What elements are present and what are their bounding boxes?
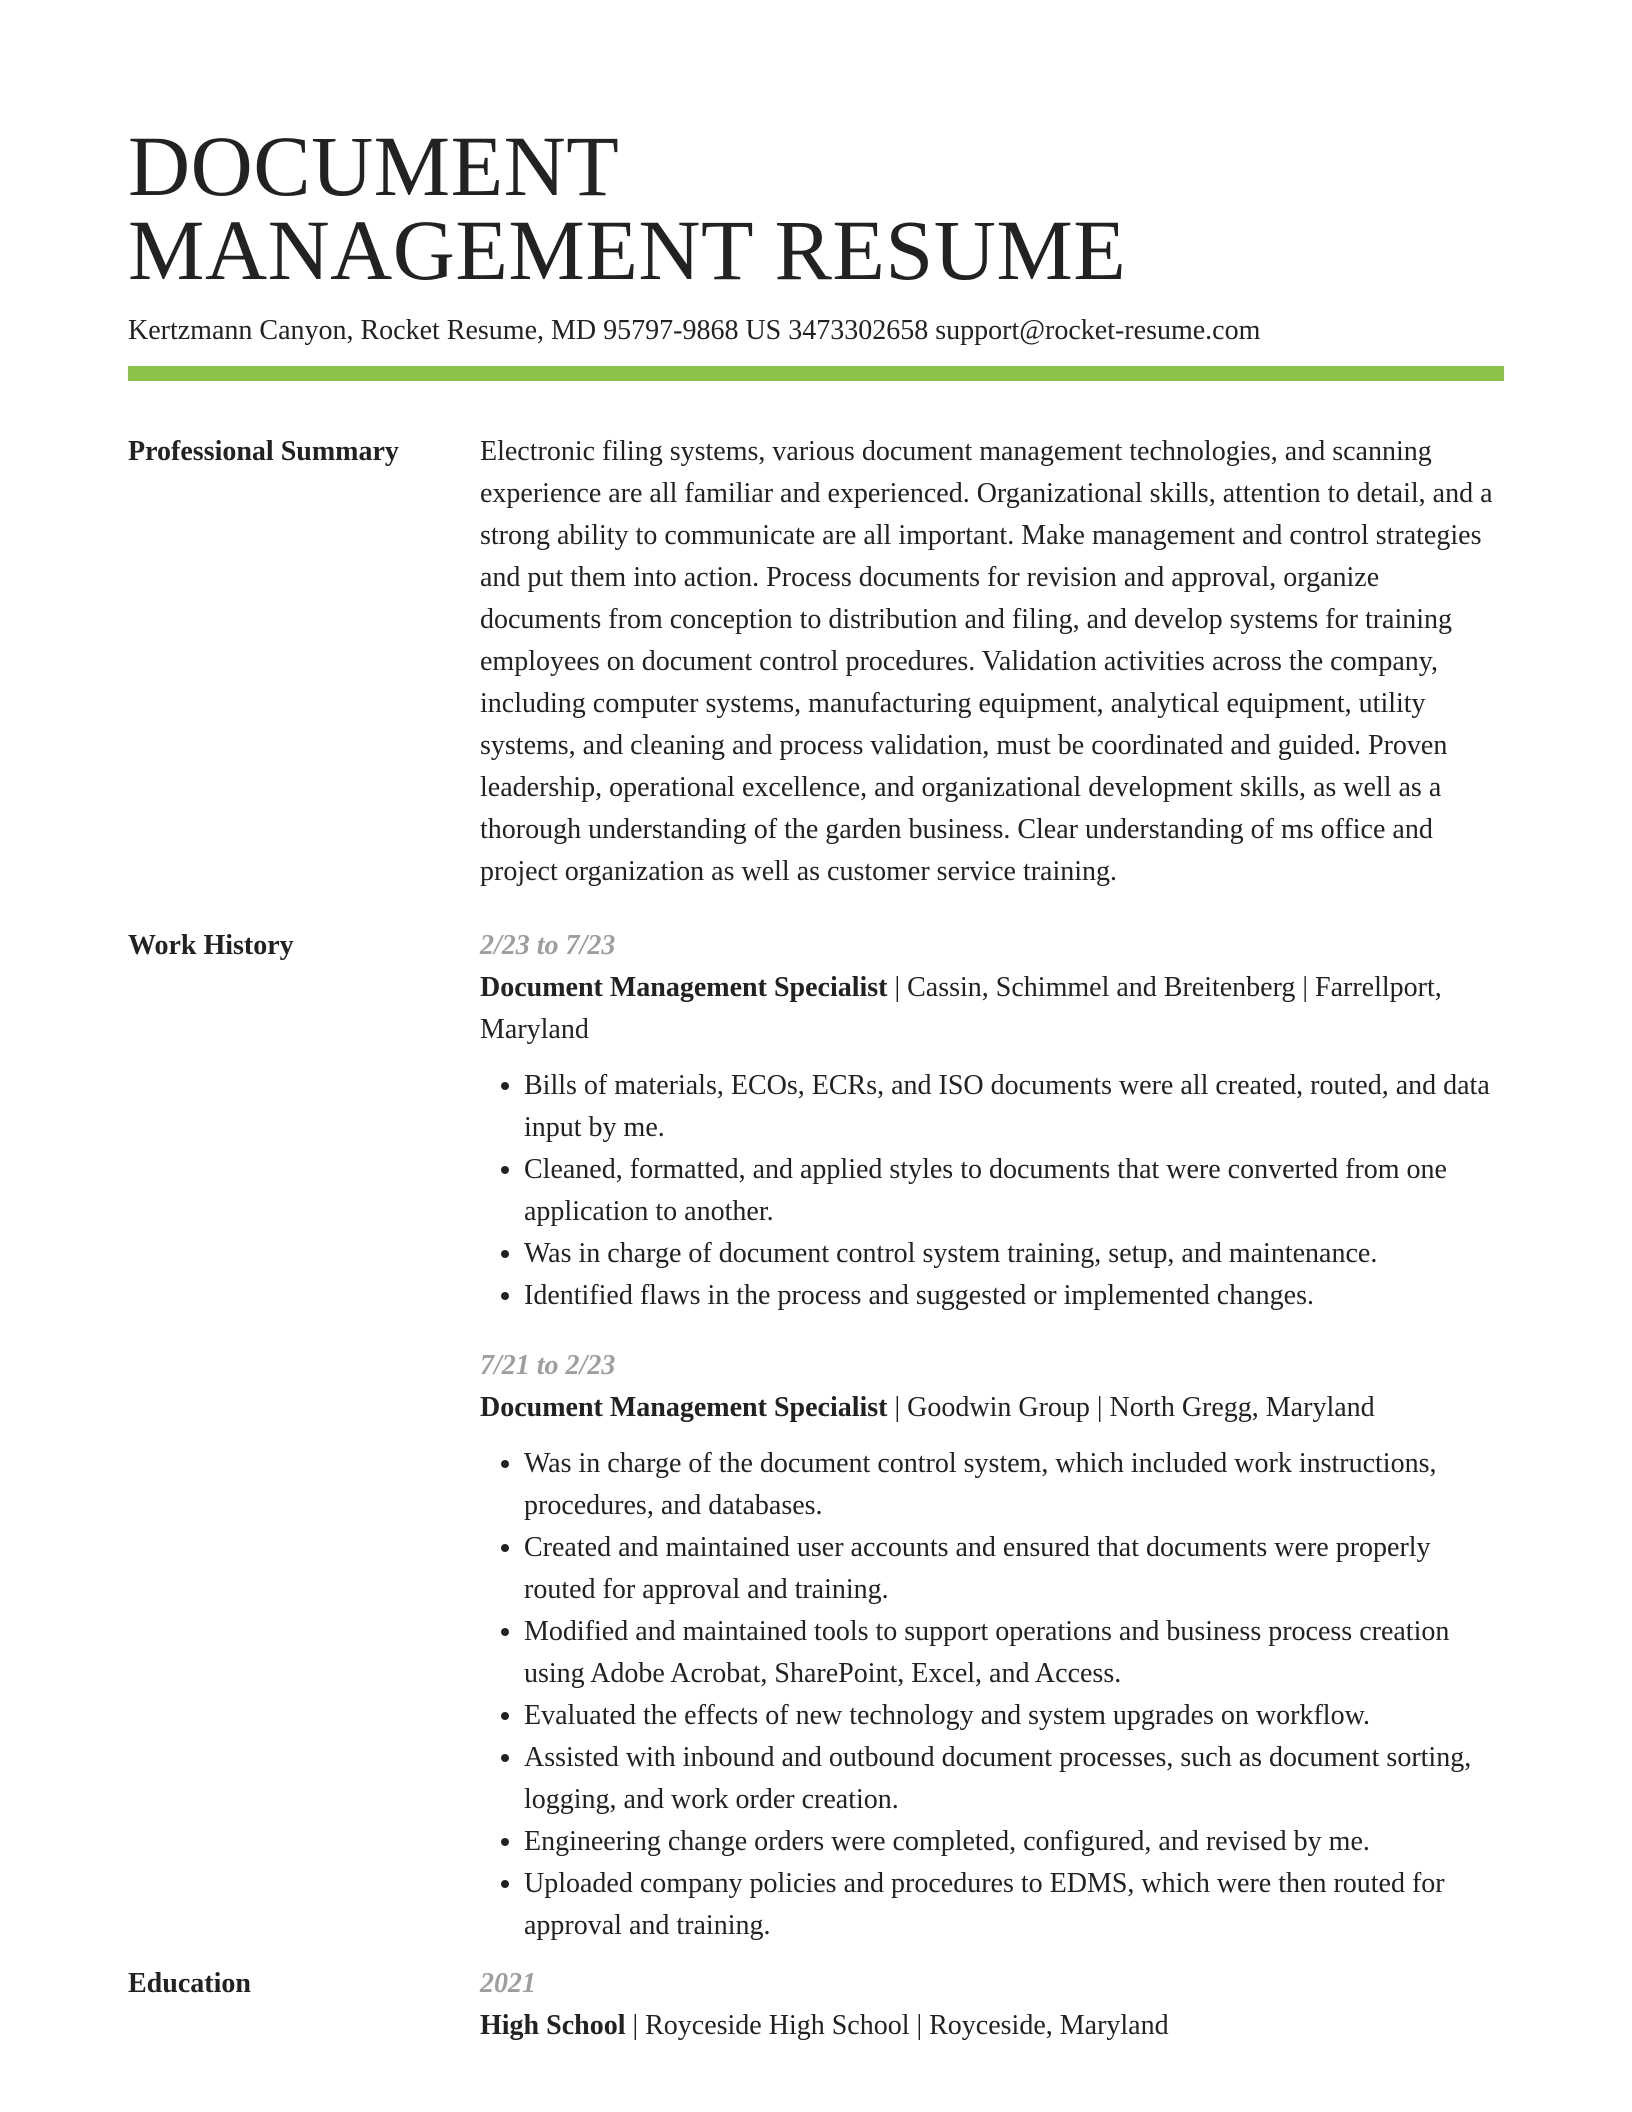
- education-label: Education: [128, 1968, 251, 1999]
- summary-text: Electronic filing systems, various document management technologies, and scanning experience are all familiar and experienced. Organizational skills, attention to detail, and a strong ability to communicate are all important. Make management and control strategies and put them into action. Process documents for revision and approval, organize documents from conception to distribution and filing, and develop systems for training employees on document control procedures. Validation activities across the company, including computer systems, manufacturing equipment, analytical equipment, utility systems, and cleaning and process validation, must be coordinated and guided. Proven leadership, operational excellence, and organizational development skills, as well as a thorough understanding of the garden business. Clear understanding of ms office and project organization as well as customer service training.: [480, 436, 1493, 887]
- work-history-label: Work History: [128, 930, 294, 961]
- job-dates: 7/21 to 2/23: [480, 1350, 616, 1381]
- list-item: • Evaluated the effects of new technology and system upgrades on workflow.: [524, 1695, 1504, 1737]
- summary-label: Professional Summary: [128, 436, 399, 467]
- list-item: • Identified flaws in the process and suggested or implemented changes.: [524, 1275, 1504, 1317]
- list-item: • Engineering change orders were completed, configured, and revised by me.: [524, 1821, 1504, 1863]
- job-bullets: [480, 1065, 1504, 1317]
- resume-title: [128, 118, 1504, 298]
- education-heading: [480, 2005, 1504, 2047]
- job-title: Document Management Specialist: [480, 972, 888, 1003]
- education-date: 2021: [480, 1968, 536, 1999]
- list-item: • Assisted with inbound and outbound document processes, such as document sorting, logging, and work order creation.: [524, 1737, 1504, 1821]
- job-heading: [480, 967, 1504, 1051]
- job-heading: [480, 1387, 1504, 1429]
- job-dates: 2/23 to 7/23: [480, 930, 616, 961]
- title-line-1: DOCUMENT: [128, 118, 620, 214]
- header-divider: [128, 366, 1504, 381]
- job-entry: [480, 925, 1504, 1317]
- list-item: • Was in charge of the document control system, which included work instructions, procedures, and databases.: [524, 1443, 1504, 1527]
- contact-info: Kertzmann Canyon, Rocket Resume, MD 95797-9868 US 3473302658 support@rocket-resume.com: [128, 315, 1261, 346]
- resume-page: [128, 118, 1504, 2047]
- work-history-body: [480, 925, 1504, 1947]
- education-section: [128, 1963, 1504, 2047]
- education-body: [480, 1963, 1504, 2047]
- summary-section: [128, 431, 1504, 893]
- job-details: | Cassin, Schimmel and Breitenberg | Farrellport, Maryland: [480, 972, 1442, 1045]
- work-history-section: [128, 925, 1504, 1947]
- list-item: • Created and maintained user accounts and ensured that documents were properly routed for approval and training.: [524, 1527, 1504, 1611]
- list-item: • Was in charge of document control system training, setup, and maintenance.: [524, 1233, 1504, 1275]
- title-line-2: MANAGEMENT RESUME: [128, 202, 1127, 298]
- job-title: Document Management Specialist: [480, 1392, 888, 1423]
- job-details: | Goodwin Group | North Gregg, Maryland: [887, 1392, 1375, 1423]
- job-entry: [480, 1345, 1504, 1947]
- list-item: • Cleaned, formatted, and applied styles to documents that were converted from one application to another.: [524, 1149, 1504, 1233]
- list-item: • Bills of materials, ECOs, ECRs, and ISO documents were all created, routed, and data input by me.: [524, 1065, 1504, 1149]
- education-degree: High School: [480, 2010, 626, 2041]
- list-item: • Uploaded company policies and procedures to EDMS, which were then routed for approval and training.: [524, 1863, 1504, 1947]
- list-item: • Modified and maintained tools to support operations and business process creation using Adobe Acrobat, SharePoint, Excel, and Access.: [524, 1611, 1504, 1695]
- education-details: | Royceside High School | Royceside, Maryland: [625, 2010, 1169, 2041]
- job-bullets: [480, 1443, 1504, 1947]
